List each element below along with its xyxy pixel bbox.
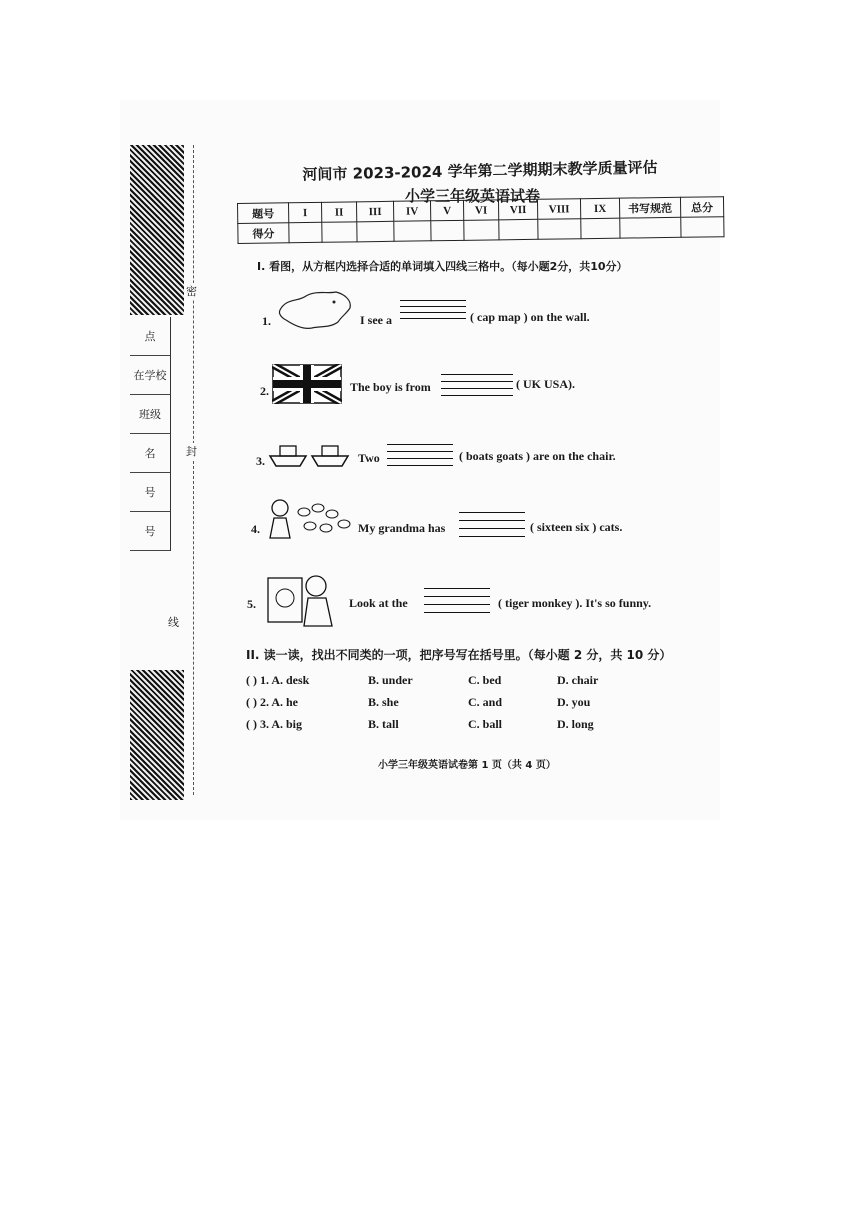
binding-strip xyxy=(130,145,184,800)
score-cell: VI xyxy=(463,200,498,220)
field-exam-number: 号 xyxy=(130,473,170,512)
binding-pattern-top xyxy=(130,145,184,315)
section-1-heading: I. 看图，从方框内选择合适的单词填入四线三格中。（每小题2分，共10分） xyxy=(257,260,628,273)
grandma-with-cats-picture xyxy=(264,494,356,542)
choice-c: C. ball xyxy=(468,717,503,731)
word-choices: ( tiger monkey ). It's so funny. xyxy=(498,596,652,610)
answer-blank-4-lines[interactable] xyxy=(424,588,490,604)
score-cell: 总分 xyxy=(680,197,723,218)
score-cell: V xyxy=(430,200,463,220)
seal-char-mi: 密 xyxy=(186,285,197,298)
choice-b: B. tall xyxy=(368,717,399,731)
choice-row-q: ( ) 3. A. big xyxy=(246,717,303,731)
boats-picture xyxy=(268,438,352,470)
word-choices: ( boats goats ) are on the chair. xyxy=(459,449,616,463)
choice-d: D. chair xyxy=(557,673,599,687)
word-choices: ( UK USA). xyxy=(516,377,575,391)
answer-blank-4-lines[interactable] xyxy=(459,512,525,528)
choice-c: C. and xyxy=(468,695,503,709)
answer-blank-4-lines[interactable] xyxy=(400,300,466,316)
choice-d: D. long xyxy=(557,717,594,731)
binding-pattern-bottom xyxy=(130,670,184,800)
field-exam-site: 点 xyxy=(130,317,170,356)
question-number: 4. xyxy=(251,522,260,536)
score-input-cell xyxy=(431,220,464,240)
score-input-cell xyxy=(357,221,394,242)
score-cell: I xyxy=(289,202,322,222)
exam-subtitle: 小学三年级英语试卷 xyxy=(405,187,541,205)
student-info-fields xyxy=(130,317,171,551)
score-input-cell xyxy=(394,221,431,242)
question-text: The boy is from xyxy=(350,380,431,394)
score-cell: 得分 xyxy=(238,223,289,244)
page-footer: 小学三年级英语试卷第 1 页（共 4 页） xyxy=(378,760,556,771)
question-text: I see a xyxy=(360,313,392,327)
seal-line xyxy=(193,145,194,795)
score-cell: IX xyxy=(580,198,619,219)
score-input-cell xyxy=(464,220,499,240)
choice-row-q: ( ) 2. A. he xyxy=(246,695,298,709)
field-name: 名 xyxy=(130,434,170,473)
exam-title: 河间市 2023-2024 学年第二学期期末教学质量评估 xyxy=(302,158,658,184)
answer-blank-4-lines[interactable] xyxy=(387,444,453,460)
question-text: Two xyxy=(358,451,380,465)
choice-b: B. under xyxy=(368,673,413,687)
uk-flag-picture xyxy=(272,364,342,404)
field-seat-number: 号 xyxy=(130,512,170,551)
score-input-cell xyxy=(499,219,538,240)
score-input-cell xyxy=(681,217,724,238)
field-class: 班级 xyxy=(130,395,170,434)
score-input-cell xyxy=(538,219,581,240)
score-cell: IV xyxy=(393,201,430,222)
score-cell: VIII xyxy=(537,199,580,220)
question-number: 2. xyxy=(260,384,269,398)
word-choices: ( cap map ) on the wall. xyxy=(470,310,590,324)
score-input-cell xyxy=(620,217,681,238)
score-cell: 书写规范 xyxy=(619,197,680,218)
score-cell: II xyxy=(321,202,356,222)
score-cell: VII xyxy=(498,199,537,220)
question-text: Look at the xyxy=(349,596,408,610)
score-cell: III xyxy=(356,201,393,222)
score-input-cell xyxy=(581,218,620,239)
choice-d: D. you xyxy=(557,695,591,709)
score-table xyxy=(237,196,725,244)
score-input-cell xyxy=(289,222,322,242)
choice-b: B. she xyxy=(368,695,399,709)
boy-with-monkey-drawing-picture xyxy=(264,570,340,628)
seal-char-feng: 封 xyxy=(186,445,197,458)
word-choices: ( sixteen six ) cats. xyxy=(530,520,623,534)
choice-row-q: ( ) 1. A. desk xyxy=(246,673,310,687)
seal-char-xian: 线 xyxy=(168,616,179,629)
question-number: 1. xyxy=(262,314,271,328)
question-number: 5. xyxy=(247,597,256,611)
answer-blank-4-lines[interactable] xyxy=(441,374,513,390)
map-of-china-picture xyxy=(276,288,356,332)
field-school: 在学校 xyxy=(130,356,170,395)
score-cell: 题号 xyxy=(238,203,289,224)
choice-c: C. bed xyxy=(468,673,502,687)
question-number: 3. xyxy=(256,454,265,468)
section-2-heading: II. 读一读，找出不同类的一项，把序号写在括号里。（每小题 2 分，共 10 分） xyxy=(246,648,672,662)
score-input-cell xyxy=(322,222,357,242)
question-text: My grandma has xyxy=(358,521,446,535)
